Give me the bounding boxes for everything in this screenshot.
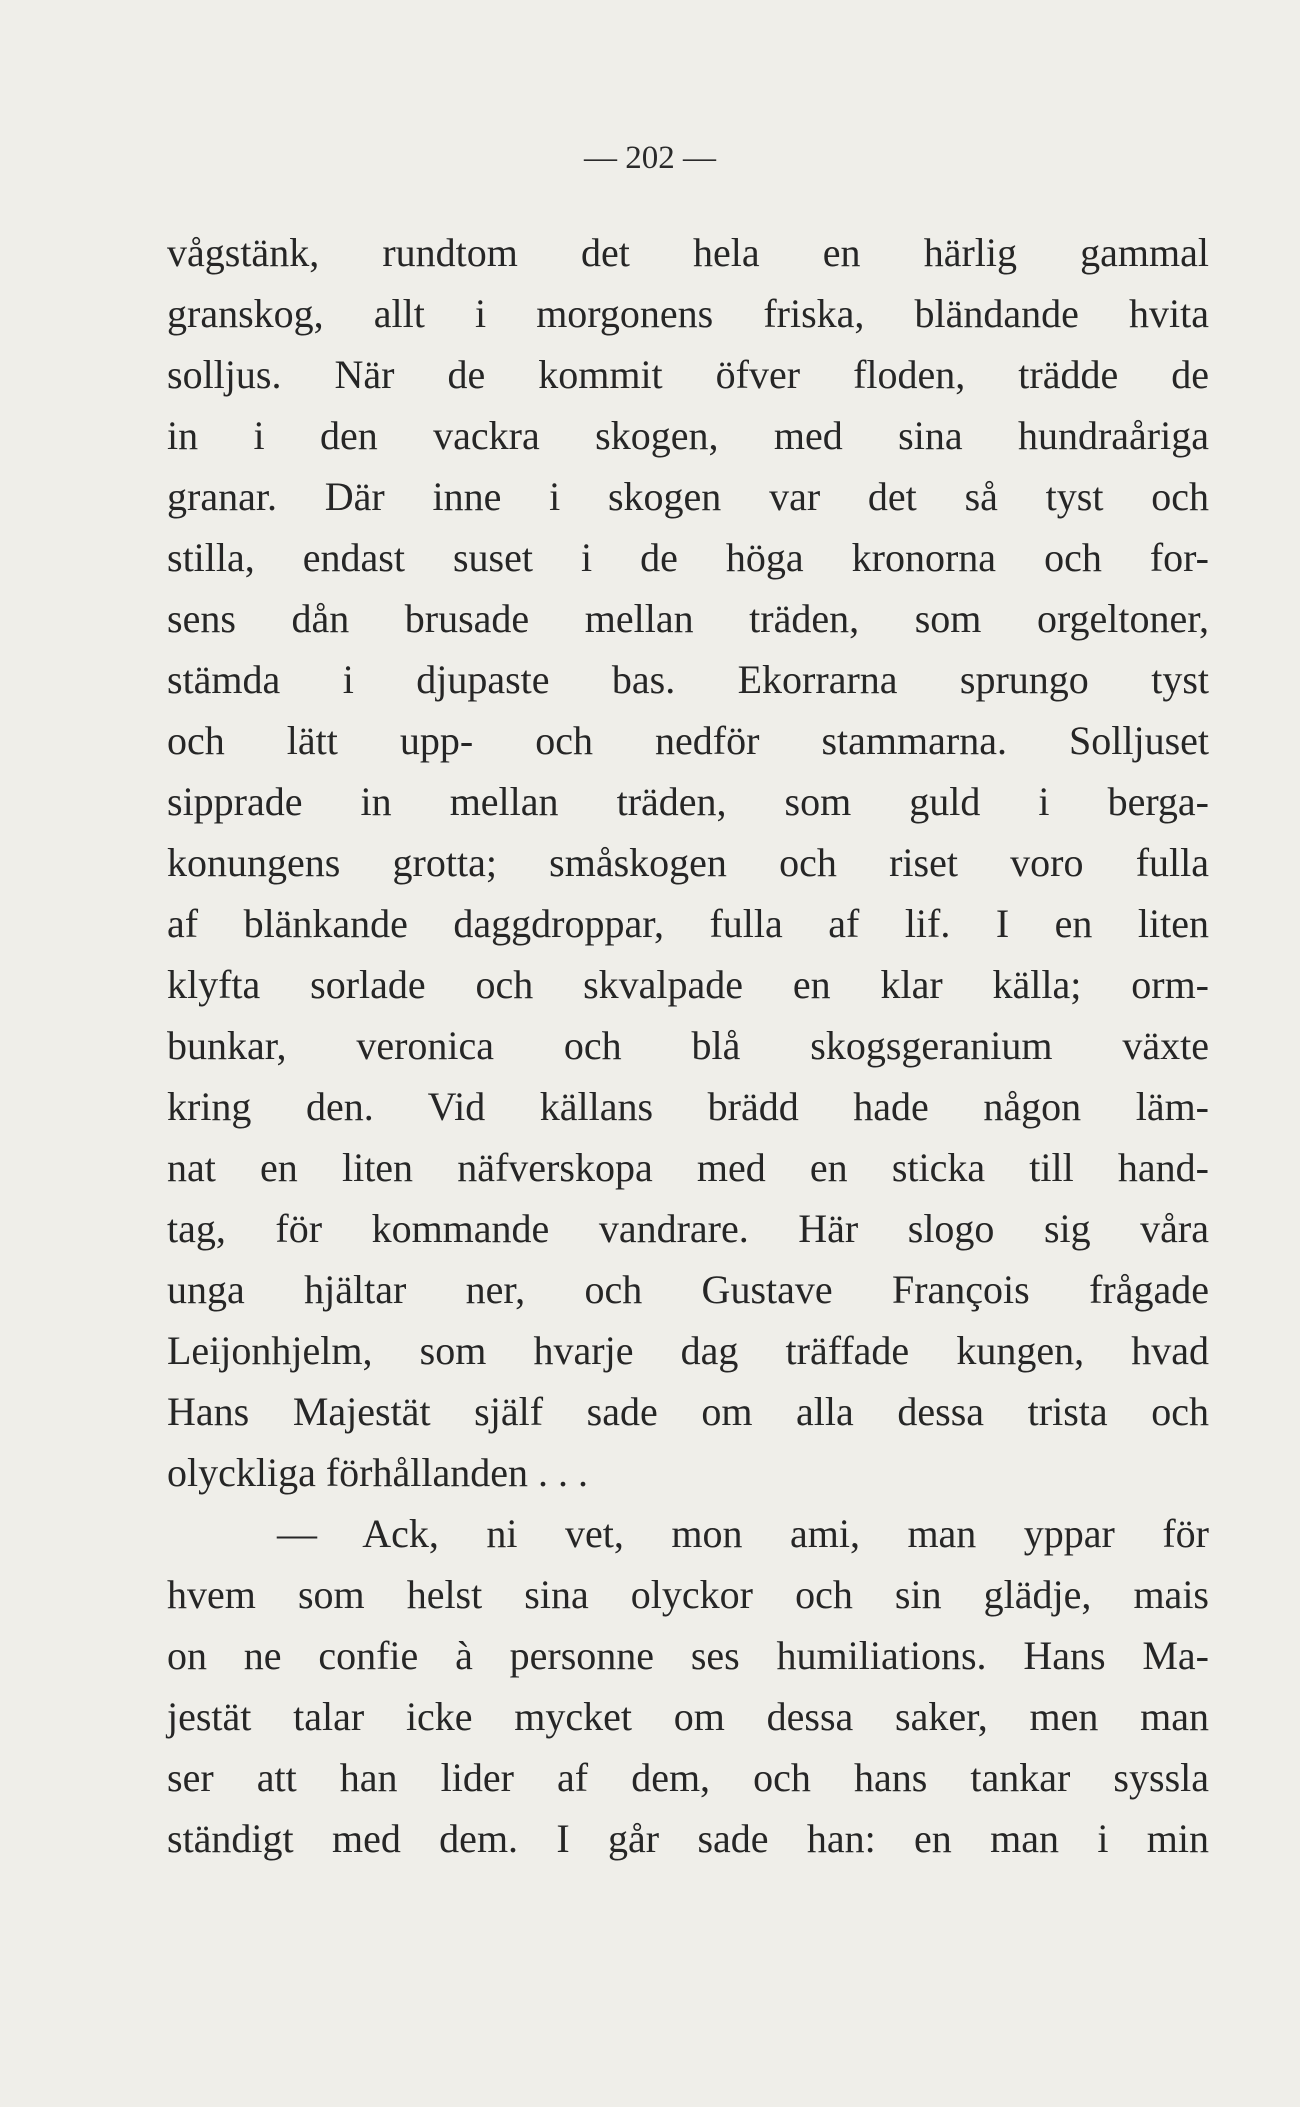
text-line: Hans Majestät själf sade om alla dessa trista och xyxy=(167,1389,1209,1434)
text-line: unga hjältar ner, och Gustave François frågade xyxy=(167,1267,1209,1312)
text-line: och lätt upp- och nedför stammarna. Solljuset xyxy=(167,718,1209,763)
text-line: tag, för kommande vandrare. Här slogo sig våra xyxy=(167,1206,1209,1251)
text-line: sens dån brusade mellan träden, som orgeltoner, xyxy=(167,596,1209,641)
text-line: hvem som helst sina olyckor och sin glädje, mais xyxy=(167,1572,1209,1617)
text-line: stämda i djupaste bas. Ekorrarna sprungo tyst xyxy=(167,657,1209,702)
text-line: konungens grotta; småskogen och riset voro fulla xyxy=(167,840,1209,885)
text-line: ständigt med dem. I går sade han: en man i min xyxy=(167,1816,1209,1861)
text-line: jestät talar icke mycket om dessa saker, men man xyxy=(167,1694,1209,1739)
text-line: — Ack, ni vet, mon ami, man yppar för xyxy=(277,1511,1209,1556)
text-line: in i den vackra skogen, med sina hundraåriga xyxy=(167,413,1209,458)
body-text xyxy=(167,222,1209,1869)
text-line: granar. Där inne i skogen var det så tyst och xyxy=(167,474,1209,519)
text-line: bunkar, veronica och blå skogsgeranium växte xyxy=(167,1023,1209,1068)
text-line: olyckliga förhållanden . . . xyxy=(167,1450,588,1495)
text-line: on ne confie à personne ses humiliations. Hans Ma- xyxy=(167,1633,1209,1678)
text-line: ser att han lider af dem, och hans tankar syssla xyxy=(167,1755,1209,1800)
text-line: vågstänk, rundtom det hela en härlig gammal xyxy=(167,230,1209,275)
text-line: stilla, endast suset i de höga kronorna och for- xyxy=(167,535,1209,580)
text-line: sipprade in mellan träden, som guld i berga- xyxy=(167,779,1209,824)
text-line: nat en liten näfverskopa med en sticka till hand- xyxy=(167,1145,1209,1190)
page-number: — 202 — xyxy=(584,140,716,176)
text-line: kring den. Vid källans brädd hade någon läm- xyxy=(167,1084,1209,1129)
text-line: klyfta sorlade och skvalpade en klar källa; orm- xyxy=(167,962,1209,1007)
text-line: Leijonhjelm, som hvarje dag träffade kungen, hvad xyxy=(167,1328,1209,1373)
text-line: solljus. När de kommit öfver floden, trädde de xyxy=(167,352,1209,397)
text-line: granskog, allt i morgonens friska, bländande hvita xyxy=(167,291,1209,336)
text-line: af blänkande daggdroppar, fulla af lif. I en liten xyxy=(167,901,1209,946)
